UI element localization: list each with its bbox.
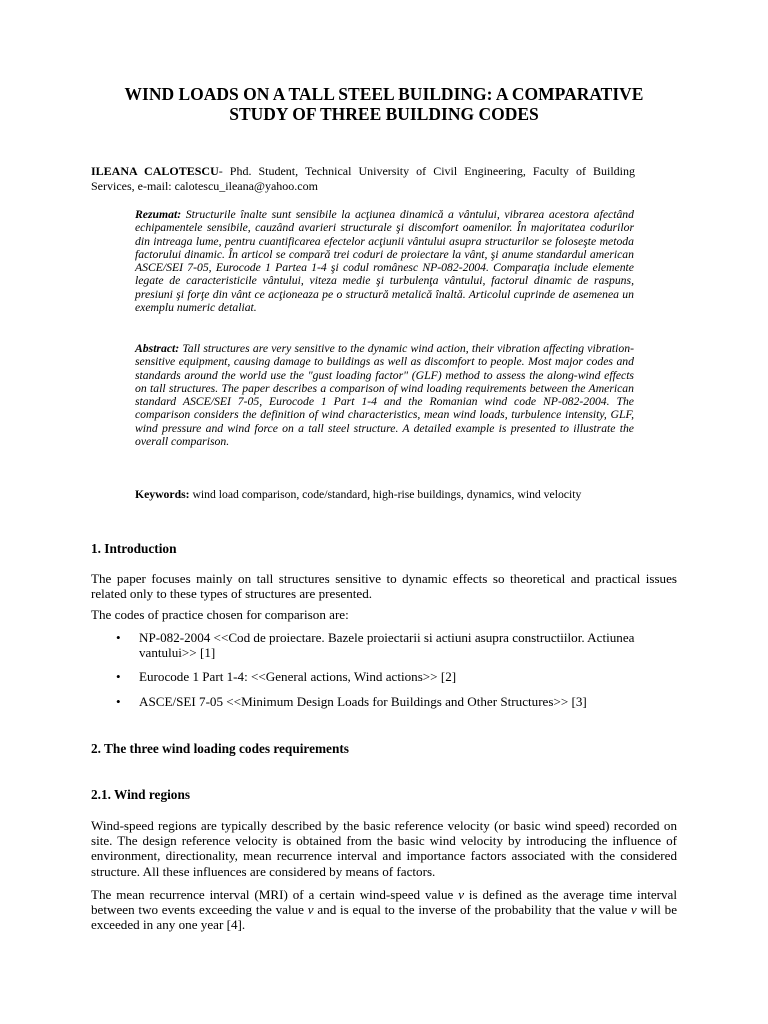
abstract-block [135, 342, 634, 448]
title-line-2: STUDY OF THREE BUILDING CODES [229, 104, 539, 124]
codes-list [91, 630, 677, 718]
wind-regions-paragraph-1: Wind-speed regions are typically described by the basic reference velocity (or basic wind speed) recorded on site. The design reference velocity is obtained from the basic wind velocity by introducing the influence of environment, directionality, mean recurrence interval and importance factors associated with the considered structure. All these influences are considered by means of factors. [91, 818, 677, 879]
rezumat-text: Structurile înalte sunt sensibile la acţiunea dinamică a vântului, vibrarea acestora afectând echipamentele sensibile, cauzând avarieri structurale şi discomfort oamenilor. În majoritatea codurilor din intreaga lume, pentru cuantificarea efectelor acţiunii vântului asupra structurilor se foloseşte metoda factorului dinamic. În articol se compară trei coduri de proiectare la vânt, şi anume standardul american ASCE/SEI 7-05, Eurocode 1 Partea 1-4 şi codul românesc NP-082-2004. Comparaţia include elemente legate de caracteristicile vântului, viteza medie şi turbulenţa vântului, factorul dinamic de raspuns, presiuni şi forţe din vânt ce acţioneaza pe o structură metalică înaltă. Articolul cuprinde de asemenea un exemplu numeric detaliat. [135, 208, 634, 315]
list-item-text: Eurocode 1 Part 1-4: <<General actions, Wind actions>> [2] [139, 669, 457, 685]
variable-v: v [630, 902, 637, 918]
list-item [91, 694, 677, 709]
paper-title [90, 84, 678, 124]
list-item [91, 630, 677, 660]
intro-paragraph-2: The codes of practice chosen for comparison are: [91, 607, 349, 622]
bullet-icon: • [116, 669, 121, 685]
rezumat-block [135, 208, 634, 314]
paragraph-text: is defined as the average time interval between two events exceeding the value [91, 887, 678, 918]
subsection-heading-wind-regions: 2.1. Wind regions [91, 787, 191, 802]
author-name: ILEANA CALOTESCU [91, 164, 219, 178]
bullet-icon: • [116, 630, 121, 645]
abstract-text: Tall structures are very sensitive to the dynamic wind action, their vibration affecting vibration-sensitive equipment, causing damage to buildings as well as discomfort to people. Most major codes and standards around the world use the "gust loading factor" (GLF) method to assess the along-wind effects on tall structures. The paper describes a comparison of wind loading requirements between the American standard ASCE/SEI 7-05, Eurocode 1 Part 1-4 and the Romanian wind code NP-082-2004. The comparison considers the definition of wind characteristics, mean wind loads, turbulence intensity, GLF, wind pressure and wind force on a tall steel structure. A detailed example is presented to illustrate the overall comparison. [135, 342, 635, 449]
list-item [91, 669, 677, 684]
variable-v: v [458, 887, 465, 902]
paragraph-text: will be exceeded in any one year [4]. [91, 902, 678, 933]
keywords-block [135, 488, 645, 502]
bullet-icon: • [116, 693, 121, 709]
title-line-1: WIND LOADS ON A TALL STEEL BUILDING: A COMPARATIVE [124, 84, 644, 104]
keywords-text: wind load comparison, code/standard, high-rise buildings, dynamics, wind velocity [192, 488, 582, 501]
keywords-label: Keywords: [135, 488, 190, 501]
intro-paragraph-1: The paper focuses mainly on tall structures sensitive to dynamic effects so theoretical and practical issues related only to these types of structures are presented. [91, 571, 677, 602]
paragraph-text: and is equal to the inverse of the probability that the value [313, 902, 631, 918]
variable-v: v [307, 902, 314, 918]
section-heading-introduction: 1. Introduction [91, 541, 177, 556]
author-block [91, 164, 635, 194]
wind-regions-paragraph-2 [91, 887, 677, 933]
list-item-text: ASCE/SEI 7-05 <<Minimum Design Loads for Buildings and Other Structures>> [3] [139, 693, 587, 709]
section-heading-requirements: 2. The three wind loading codes requirements [91, 741, 349, 756]
author-affiliation: - Phd. Student, Technical University of Civil Engineering, Faculty of Building Services, e-mail: calotescu_ileana@yahoo.com [91, 164, 635, 193]
rezumat-label: Rezumat: [135, 208, 182, 221]
paragraph-text: The mean recurrence interval (MRI) of a certain wind-speed value [91, 887, 459, 902]
abstract-label: Abstract: [135, 342, 180, 355]
list-item-text: NP-082-2004 <<Cod de proiectare. Bazele proiectarii si actiuni asupra constructiilor. Actiunea vantului>> [1] [139, 630, 635, 661]
